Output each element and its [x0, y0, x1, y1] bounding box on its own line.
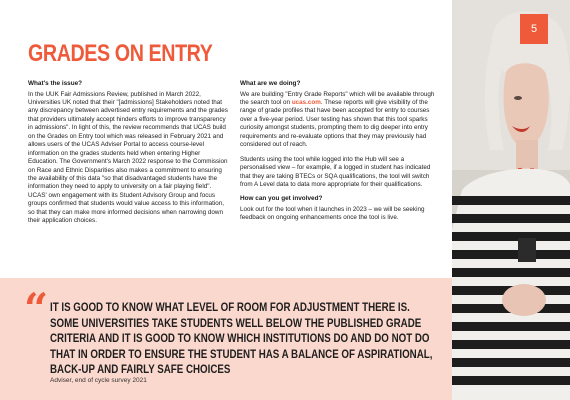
- quote-text: IT IS GOOD TO KNOW WHAT LEVEL OF ROOM FOR ADJUSTMENT THERE IS. SOME UNIVERSITIES TAKE STUDENTS WELL BELOW THE PUBLISHED GRADE CRITERIA AND IT IS GOOD TO KNOW WHICH INSTITUTIONS DO AND DO NOT DO THAT IN ORDER TO ENSURE THE STUDENT HAS A BALANCE OF ASPIRATIONAL, BACK-UP AND FAIRLY SAFE CHOICES: [50, 300, 433, 377]
- doing-text-before-link: We are building "Entry Grade Reports" which will be available through the search tool on: [240, 90, 435, 107]
- issue-heading: What's the issue?: [28, 80, 83, 87]
- involved-paragraph: Look out for the tool when it launches in 2023 – we will be seeking feedback on ongoing enhancements once the tool is live.: [240, 205, 425, 222]
- quote-attribution: Adviser, end of cycle survey 2021: [50, 377, 147, 384]
- issue-body: In the UUK Fair Admissions Review, published in March 2022, Universities UK noted that their "[admissions] Stakeholders noted that any discrepancy between advertised entry requirements and the grades that providers ultimately accept hinders efforts to improve transparency in admissions". In light of this, the review recommends that UCAS build on the Grades on Entry tool which was released in February 2021 and allows users of the UCAS Adviser Portal to access course-level information on the grades students held when entering Higher Education. The Government's March 2022 response to the Commission on Race and Ethnic Disparities also makes a commitment to ensuring the availability of this data "so that disadvantaged students have the information they need to apply to university on a fair playing field". UCAS' own engagement with its Student Advisory Group and focus groups confirmed that students would value access to this information, so that they can make more informed decisions when narrowing down their application choices.: [28, 90, 228, 225]
- doing-text-after-link: . These reports will give visibility of the range of grade profiles that have been accepted for entry to courses over a five-year period. User testing has shown that this tool sparks curiosity amongst students, prompting them to dig deeper into entry requirements and re-evaluate options that they may previously had considered out of reach.: [240, 99, 430, 149]
- page-title: GRADES ON ENTRY: [28, 40, 213, 67]
- left-column: [28, 80, 228, 232]
- doing-paragraph-2: Students using the tool while logged into the Hub will see a personalised view – for example, if a logged in student has indicated that they are taking BTECs or SQA qualifications, the tool will switch from A Level data to data more appropriate for their qualifications.: [240, 155, 431, 188]
- quote-mark-icon: “: [24, 284, 49, 333]
- right-column: [240, 80, 438, 229]
- person-photo: [452, 0, 570, 400]
- doing-paragraph-1: [240, 91, 438, 150]
- involved-heading: How can you get involved?: [240, 195, 323, 203]
- ucas-link[interactable]: ucas.com: [291, 99, 321, 107]
- person-photo-illustration: [452, 0, 570, 400]
- doing-heading: What are we doing?: [240, 80, 301, 87]
- page-number-badge: 5: [520, 14, 548, 44]
